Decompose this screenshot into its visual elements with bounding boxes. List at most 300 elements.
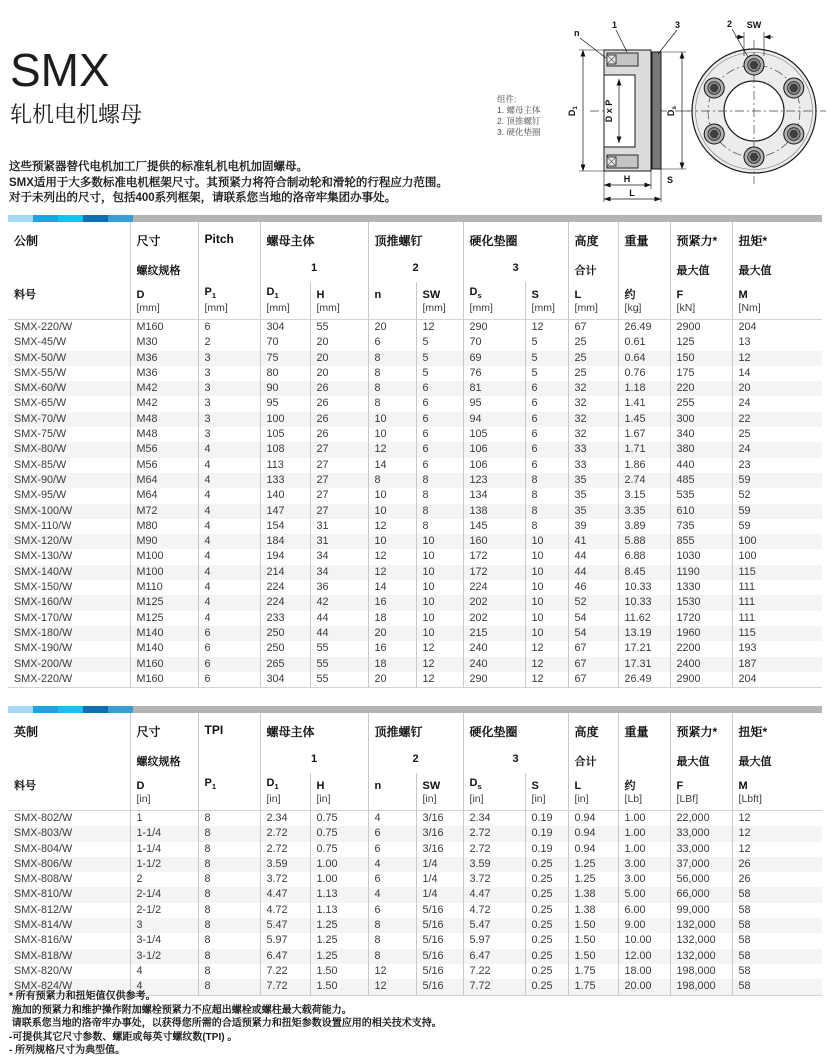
table-cell: 5 bbox=[416, 366, 463, 381]
table-cell: 67 bbox=[568, 641, 618, 656]
dim-label-dxp: D x P bbox=[604, 99, 614, 123]
group-weight: 重量 bbox=[618, 222, 670, 262]
table-cell: 6 bbox=[198, 320, 260, 336]
table-cell: 75 bbox=[260, 351, 310, 366]
part-number-cell: SMX-824/W bbox=[14, 980, 73, 993]
intro-line: 对于未列出的尺寸，包括400系列框架，请联系您当地的洛帝牢集团办事处。 bbox=[9, 192, 397, 204]
table-cell: 304 bbox=[260, 320, 310, 336]
table-cell: 3-1/2 bbox=[130, 949, 198, 964]
table-row bbox=[8, 366, 822, 381]
part-number-cell: SMX-55/W bbox=[14, 366, 67, 379]
table-cell: 8 bbox=[368, 351, 416, 366]
table-cell: 4 bbox=[368, 887, 416, 902]
table-cell: 224 bbox=[463, 580, 525, 595]
sub-max: 最大值 bbox=[670, 262, 732, 282]
table-cell: 6 bbox=[198, 641, 260, 656]
table-cell: 10 bbox=[368, 504, 416, 519]
table-cell: 8 bbox=[368, 473, 416, 488]
callout-n: n bbox=[574, 28, 580, 38]
table-cell: 2 bbox=[198, 335, 260, 350]
table-cell: 3/16 bbox=[416, 842, 463, 857]
dim-label-d1: $D_1$ bbox=[567, 105, 579, 117]
table-cell: 6.00 bbox=[618, 903, 670, 918]
table-row bbox=[8, 320, 822, 336]
table-cell: 194 bbox=[260, 549, 310, 564]
table-cell: 5/16 bbox=[416, 903, 463, 918]
table-cell: 20 bbox=[368, 320, 416, 336]
group-size: 尺寸 bbox=[130, 713, 198, 753]
table-cell: 0.19 bbox=[525, 811, 568, 827]
part-number-cell: SMX-45/W bbox=[14, 336, 67, 349]
table-cell: 25 bbox=[568, 335, 618, 350]
column-header: S [mm] bbox=[525, 282, 568, 320]
table-cell: 6 bbox=[416, 396, 463, 411]
table-cell: 13.19 bbox=[618, 626, 670, 641]
table-cell: 12 bbox=[368, 442, 416, 457]
table-cell: 5 bbox=[525, 366, 568, 381]
table-cell: 12 bbox=[525, 641, 568, 656]
sub-washer-no: 3 bbox=[463, 262, 568, 282]
part-number-cell: SMX-170/W bbox=[14, 611, 73, 624]
table-cell: 24 bbox=[732, 396, 822, 411]
table-cell: 56,000 bbox=[670, 872, 732, 887]
table-cell: 6.47 bbox=[463, 949, 525, 964]
table-cell: 18 bbox=[368, 611, 416, 626]
table-row bbox=[8, 351, 822, 366]
table-row bbox=[8, 857, 822, 872]
column-header: $D_1$ [in] bbox=[260, 773, 310, 811]
table-cell: M56 bbox=[130, 458, 198, 473]
table-cell: 17.21 bbox=[618, 641, 670, 656]
table-cell: 22,000 bbox=[670, 811, 732, 827]
part-number-cell: SMX-816/W bbox=[14, 934, 73, 947]
table-cell: 26.49 bbox=[618, 320, 670, 336]
table-cell: M140 bbox=[130, 626, 198, 641]
table-cell: 0.61 bbox=[618, 335, 670, 350]
table-cell: 81 bbox=[463, 381, 525, 396]
table-cell: 8 bbox=[525, 519, 568, 534]
part-number-cell: SMX-220/W bbox=[14, 321, 73, 333]
table-cell: 55 bbox=[310, 320, 368, 336]
metric-table-body bbox=[8, 320, 822, 688]
table-cell: 224 bbox=[260, 580, 310, 595]
table-cell: 6 bbox=[416, 442, 463, 457]
table-cell: M64 bbox=[130, 473, 198, 488]
table-cell: 106 bbox=[463, 442, 525, 457]
table-cell: 172 bbox=[463, 565, 525, 580]
table-cell: 1.25 bbox=[310, 933, 368, 948]
table-cell: 41 bbox=[568, 534, 618, 549]
table-cell: 12 bbox=[368, 565, 416, 580]
table-row bbox=[8, 657, 822, 672]
table-cell: 4.47 bbox=[463, 887, 525, 902]
table-cell: 485 bbox=[670, 473, 732, 488]
bar-segment bbox=[58, 215, 83, 222]
table-cell: 8 bbox=[368, 918, 416, 933]
table-cell: 1.25 bbox=[568, 872, 618, 887]
table-cell: 23 bbox=[732, 458, 822, 473]
table-cell: 8 bbox=[198, 872, 260, 887]
table-cell: 4 bbox=[368, 857, 416, 872]
part-number-cell: SMX-70/W bbox=[14, 412, 67, 425]
part-number-cell: SMX-120/W bbox=[14, 535, 73, 548]
table-cell: 8 bbox=[368, 933, 416, 948]
table-cell: 1720 bbox=[670, 611, 732, 626]
table-cell: 58 bbox=[732, 887, 822, 902]
table-cell: 26 bbox=[732, 857, 822, 872]
part-number-cell: SMX-75/W bbox=[14, 428, 67, 441]
table-row bbox=[8, 903, 822, 918]
table-cell: 67 bbox=[568, 672, 618, 688]
table-cell: 145 bbox=[463, 519, 525, 534]
group-torque: 扭矩* bbox=[732, 222, 822, 262]
table-cell: M42 bbox=[130, 381, 198, 396]
table-cell: 59 bbox=[732, 519, 822, 534]
table-cell: 20 bbox=[368, 626, 416, 641]
table-cell: 6 bbox=[525, 412, 568, 427]
table-cell: 198,000 bbox=[670, 964, 732, 979]
table-cell: 7.22 bbox=[260, 964, 310, 979]
bar-segment bbox=[8, 215, 33, 222]
table-cell: 250 bbox=[260, 641, 310, 656]
table-cell: 2400 bbox=[670, 657, 732, 672]
table-cell: 610 bbox=[670, 504, 732, 519]
table-cell: 6 bbox=[368, 335, 416, 350]
table-cell: 108 bbox=[260, 442, 310, 457]
table-cell: 3/16 bbox=[416, 826, 463, 841]
table-cell: 5/16 bbox=[416, 979, 463, 995]
table-cell: 198,000 bbox=[670, 979, 732, 995]
table-cell: 175 bbox=[670, 366, 732, 381]
dim-label-sw: SW bbox=[746, 20, 762, 30]
table-cell: 10.00 bbox=[618, 933, 670, 948]
table-cell: 115 bbox=[732, 626, 822, 641]
table-cell: 7.72 bbox=[463, 979, 525, 995]
table-cell: 0.25 bbox=[525, 918, 568, 933]
table-cell: 123 bbox=[463, 473, 525, 488]
table-cell: 0.25 bbox=[525, 933, 568, 948]
group-header-row bbox=[8, 222, 822, 262]
part-number-cell: SMX-95/W bbox=[14, 489, 67, 502]
table-cell: 8 bbox=[416, 519, 463, 534]
table-cell: 5.97 bbox=[260, 933, 310, 948]
table-cell: 240 bbox=[463, 657, 525, 672]
table-cell: 220 bbox=[670, 381, 732, 396]
callout-1: 1 bbox=[612, 20, 618, 30]
footnote-line: 请联系您当地的洛帝牢办事处，以获得您所需的合适预紧力和扭矩参数设置应用的相关技术支持。 bbox=[9, 1018, 442, 1029]
table-cell: 5 bbox=[525, 351, 568, 366]
table-cell: 27 bbox=[310, 458, 368, 473]
table-cell: 4 bbox=[198, 611, 260, 626]
table-cell: 1.41 bbox=[618, 396, 670, 411]
bar-gray-segment bbox=[133, 706, 822, 713]
table-cell: 6 bbox=[416, 381, 463, 396]
column-header: L [mm] bbox=[568, 282, 618, 320]
table-row bbox=[8, 473, 822, 488]
intro-text bbox=[9, 160, 448, 207]
column-header: M [Nm] bbox=[732, 282, 822, 320]
table-cell: 12 bbox=[368, 549, 416, 564]
table-row bbox=[8, 826, 822, 841]
part-number-cell: SMX-806/W bbox=[14, 857, 73, 870]
table-cell: 13 bbox=[732, 335, 822, 350]
column-header: $P_1$ bbox=[198, 773, 260, 811]
part-number-cell: SMX-50/W bbox=[14, 351, 67, 364]
table-cell: 2.72 bbox=[463, 842, 525, 857]
part-number-cell: SMX-814/W bbox=[14, 919, 73, 932]
table-cell: 11.62 bbox=[618, 611, 670, 626]
table-cell: 132,000 bbox=[670, 933, 732, 948]
table-cell: M36 bbox=[130, 366, 198, 381]
table-cell: 3 bbox=[198, 351, 260, 366]
table-cell: 440 bbox=[670, 458, 732, 473]
table-cell: 1-1/4 bbox=[130, 842, 198, 857]
table-cell: 1.38 bbox=[568, 903, 618, 918]
table-cell: 1.18 bbox=[618, 381, 670, 396]
table-cell: 115 bbox=[732, 565, 822, 580]
table-cell: 1.71 bbox=[618, 442, 670, 457]
table-cell: 10 bbox=[525, 595, 568, 610]
table-cell: 1.00 bbox=[618, 811, 670, 827]
table-cell: 134 bbox=[463, 488, 525, 503]
table-row bbox=[8, 442, 822, 457]
table-cell: 55 bbox=[310, 657, 368, 672]
table-cell: 2.34 bbox=[260, 811, 310, 827]
front-view bbox=[684, 19, 826, 184]
table-row bbox=[8, 595, 822, 610]
table-cell: 58 bbox=[732, 979, 822, 995]
table-cell: 855 bbox=[670, 534, 732, 549]
table-cell: 6 bbox=[198, 657, 260, 672]
table-cell: 10 bbox=[368, 534, 416, 549]
footnote-line: -可提供其它尺寸参数、螺距或每英寸螺纹数(TPI) 。 bbox=[9, 1031, 238, 1043]
group-body: 螺母主体 bbox=[260, 222, 368, 262]
table-cell: 204 bbox=[732, 320, 822, 336]
table-cell: 105 bbox=[260, 427, 310, 442]
sub-body-no: 1 bbox=[260, 262, 368, 282]
table-cell: 4 bbox=[130, 979, 198, 995]
table-cell: 54 bbox=[568, 626, 618, 641]
table-row bbox=[8, 964, 822, 979]
column-header: SW [mm] bbox=[416, 282, 463, 320]
table-cell: 3.59 bbox=[463, 857, 525, 872]
table-cell: 300 bbox=[670, 412, 732, 427]
table-cell: 33 bbox=[568, 458, 618, 473]
table-cell: 12 bbox=[368, 964, 416, 979]
table-cell: 18 bbox=[368, 657, 416, 672]
table-cell: 380 bbox=[670, 442, 732, 457]
group-washer: 硬化垫圈 bbox=[463, 222, 568, 262]
table-row bbox=[8, 565, 822, 580]
table-cell: 1.25 bbox=[310, 949, 368, 964]
table-cell: 4 bbox=[198, 565, 260, 580]
table-cell: M110 bbox=[130, 580, 198, 595]
table-cell: 111 bbox=[732, 611, 822, 626]
table-cell: 32 bbox=[568, 412, 618, 427]
callout-3: 3 bbox=[675, 20, 681, 30]
table-cell: 10 bbox=[416, 611, 463, 626]
dim-label-ds: $D_s$ bbox=[666, 105, 678, 117]
table-cell: 233 bbox=[260, 611, 310, 626]
table-cell: 202 bbox=[463, 595, 525, 610]
table-cell: 67 bbox=[568, 657, 618, 672]
table-cell: 6.88 bbox=[618, 549, 670, 564]
table-cell: 1.00 bbox=[618, 842, 670, 857]
table-cell: 10.33 bbox=[618, 580, 670, 595]
column-header: F [LBf] bbox=[670, 773, 732, 811]
table-cell: 10 bbox=[368, 412, 416, 427]
sub-max: 最大值 bbox=[732, 753, 822, 773]
table-cell: 8 bbox=[368, 396, 416, 411]
table-row bbox=[8, 458, 822, 473]
table-cell: 58 bbox=[732, 949, 822, 964]
table-cell: 0.64 bbox=[618, 351, 670, 366]
table-cell: 66,000 bbox=[670, 887, 732, 902]
table-cell: 240 bbox=[463, 641, 525, 656]
part-number-cell: SMX-80/W bbox=[14, 443, 67, 456]
table-cell: 32 bbox=[568, 427, 618, 442]
table-cell: 52 bbox=[568, 595, 618, 610]
table-cell: M72 bbox=[130, 504, 198, 519]
table-cell: 0.94 bbox=[568, 842, 618, 857]
column-header: 料号 bbox=[14, 289, 36, 301]
table-cell: 2.72 bbox=[260, 842, 310, 857]
table-cell: 52 bbox=[732, 488, 822, 503]
table-cell: 1.50 bbox=[568, 949, 618, 964]
table-cell: 5.88 bbox=[618, 534, 670, 549]
table-cell: 10 bbox=[416, 626, 463, 641]
table-cell: 90 bbox=[260, 381, 310, 396]
table-cell: 12 bbox=[368, 519, 416, 534]
table-cell: 4 bbox=[198, 442, 260, 457]
table-cell: 0.19 bbox=[525, 842, 568, 857]
page-title: SMX bbox=[10, 44, 110, 96]
table-cell: 172 bbox=[463, 549, 525, 564]
bar-segment bbox=[33, 706, 58, 713]
table-cell: 250 bbox=[260, 626, 310, 641]
sub-body-no: 1 bbox=[260, 753, 368, 773]
table-cell: 8 bbox=[198, 903, 260, 918]
table-cell: 8 bbox=[198, 979, 260, 995]
table-cell: 1.45 bbox=[618, 412, 670, 427]
table-cell: 2 bbox=[130, 872, 198, 887]
table-cell: 4.47 bbox=[260, 887, 310, 902]
table-cell: 14 bbox=[368, 580, 416, 595]
part-number-cell: SMX-100/W bbox=[14, 504, 73, 517]
table-cell: 95 bbox=[463, 396, 525, 411]
table-cell: 6 bbox=[416, 458, 463, 473]
table-cell: 4 bbox=[198, 595, 260, 610]
table-cell: M125 bbox=[130, 595, 198, 610]
sub-total: 合计 bbox=[568, 753, 618, 773]
table-cell: 10 bbox=[525, 565, 568, 580]
table-cell: 10 bbox=[525, 534, 568, 549]
column-header: n bbox=[368, 773, 416, 811]
part-number-cell: SMX-818/W bbox=[14, 949, 73, 962]
table-cell: 125 bbox=[670, 335, 732, 350]
table-cell: 204 bbox=[732, 672, 822, 688]
table-cell: 1/4 bbox=[416, 857, 463, 872]
table-cell: 3.89 bbox=[618, 519, 670, 534]
table-cell: 8 bbox=[368, 366, 416, 381]
table-cell: 214 bbox=[260, 565, 310, 580]
column-header: S [in] bbox=[525, 773, 568, 811]
table-cell: 26 bbox=[310, 381, 368, 396]
column-header: n bbox=[368, 282, 416, 320]
table-cell: 26 bbox=[310, 396, 368, 411]
table-cell: 6.47 bbox=[260, 949, 310, 964]
table-cell: 735 bbox=[670, 519, 732, 534]
column-header: H [in] bbox=[310, 773, 368, 811]
table-cell: 1.25 bbox=[310, 918, 368, 933]
column-header: $D_s$ [in] bbox=[463, 773, 525, 811]
drawing-legend bbox=[497, 94, 540, 138]
table-cell: 2-1/2 bbox=[130, 903, 198, 918]
table-cell: 8.45 bbox=[618, 565, 670, 580]
table-cell: 16 bbox=[368, 641, 416, 656]
table-cell: 12 bbox=[416, 672, 463, 688]
table-cell: 34 bbox=[310, 565, 368, 580]
table-cell: 6 bbox=[198, 672, 260, 688]
table-cell: 4 bbox=[130, 964, 198, 979]
section-view bbox=[567, 20, 692, 202]
table-row bbox=[8, 534, 822, 549]
legend-item: 1. 螺母主体 bbox=[497, 105, 541, 115]
table-cell: 304 bbox=[260, 672, 310, 688]
table-cell: 58 bbox=[732, 903, 822, 918]
table-cell: 1330 bbox=[670, 580, 732, 595]
part-number-cell: SMX-130/W bbox=[14, 550, 73, 563]
table-cell: 1.13 bbox=[310, 887, 368, 902]
table-cell: 6 bbox=[416, 427, 463, 442]
bar-segment bbox=[108, 706, 133, 713]
table-cell: M90 bbox=[130, 534, 198, 549]
table-cell: 6 bbox=[368, 826, 416, 841]
table-cell: 20 bbox=[310, 351, 368, 366]
table-cell: 12 bbox=[732, 826, 822, 841]
table-cell: 111 bbox=[732, 595, 822, 610]
table-cell: 12 bbox=[525, 657, 568, 672]
table-cell: 1.00 bbox=[310, 872, 368, 887]
dim-label-l: L bbox=[629, 188, 635, 198]
part-number-cell: SMX-150/W bbox=[14, 581, 73, 594]
table-row bbox=[8, 949, 822, 964]
footnote-line: 施加的预紧力和维护操作附加螺栓预紧力不应超出螺栓或螺柱最大载荷能力。 bbox=[9, 1004, 352, 1016]
table-cell: 18.00 bbox=[618, 964, 670, 979]
page-subtitle: 轧机电机螺母 bbox=[10, 102, 143, 127]
table-cell: 8 bbox=[525, 473, 568, 488]
table-cell: 0.25 bbox=[525, 887, 568, 902]
table-cell: 25 bbox=[732, 427, 822, 442]
part-number-cell: SMX-190/W bbox=[14, 642, 73, 655]
sub-screw-no: 2 bbox=[368, 753, 463, 773]
table-cell: 4 bbox=[198, 534, 260, 549]
table-cell: 10 bbox=[416, 595, 463, 610]
part-number-cell: SMX-160/W bbox=[14, 596, 73, 609]
table-cell: 1530 bbox=[670, 595, 732, 610]
table-cell: 25 bbox=[568, 351, 618, 366]
table-cell: 12 bbox=[732, 811, 822, 827]
table-cell: 8 bbox=[198, 857, 260, 872]
table-cell: M42 bbox=[130, 396, 198, 411]
table-cell: 4 bbox=[198, 488, 260, 503]
table-cell: 59 bbox=[732, 504, 822, 519]
table-row bbox=[8, 412, 822, 427]
table-row bbox=[8, 672, 822, 688]
table-cell: 10 bbox=[525, 549, 568, 564]
table-cell: 20.00 bbox=[618, 979, 670, 995]
bar-segment bbox=[33, 215, 58, 222]
